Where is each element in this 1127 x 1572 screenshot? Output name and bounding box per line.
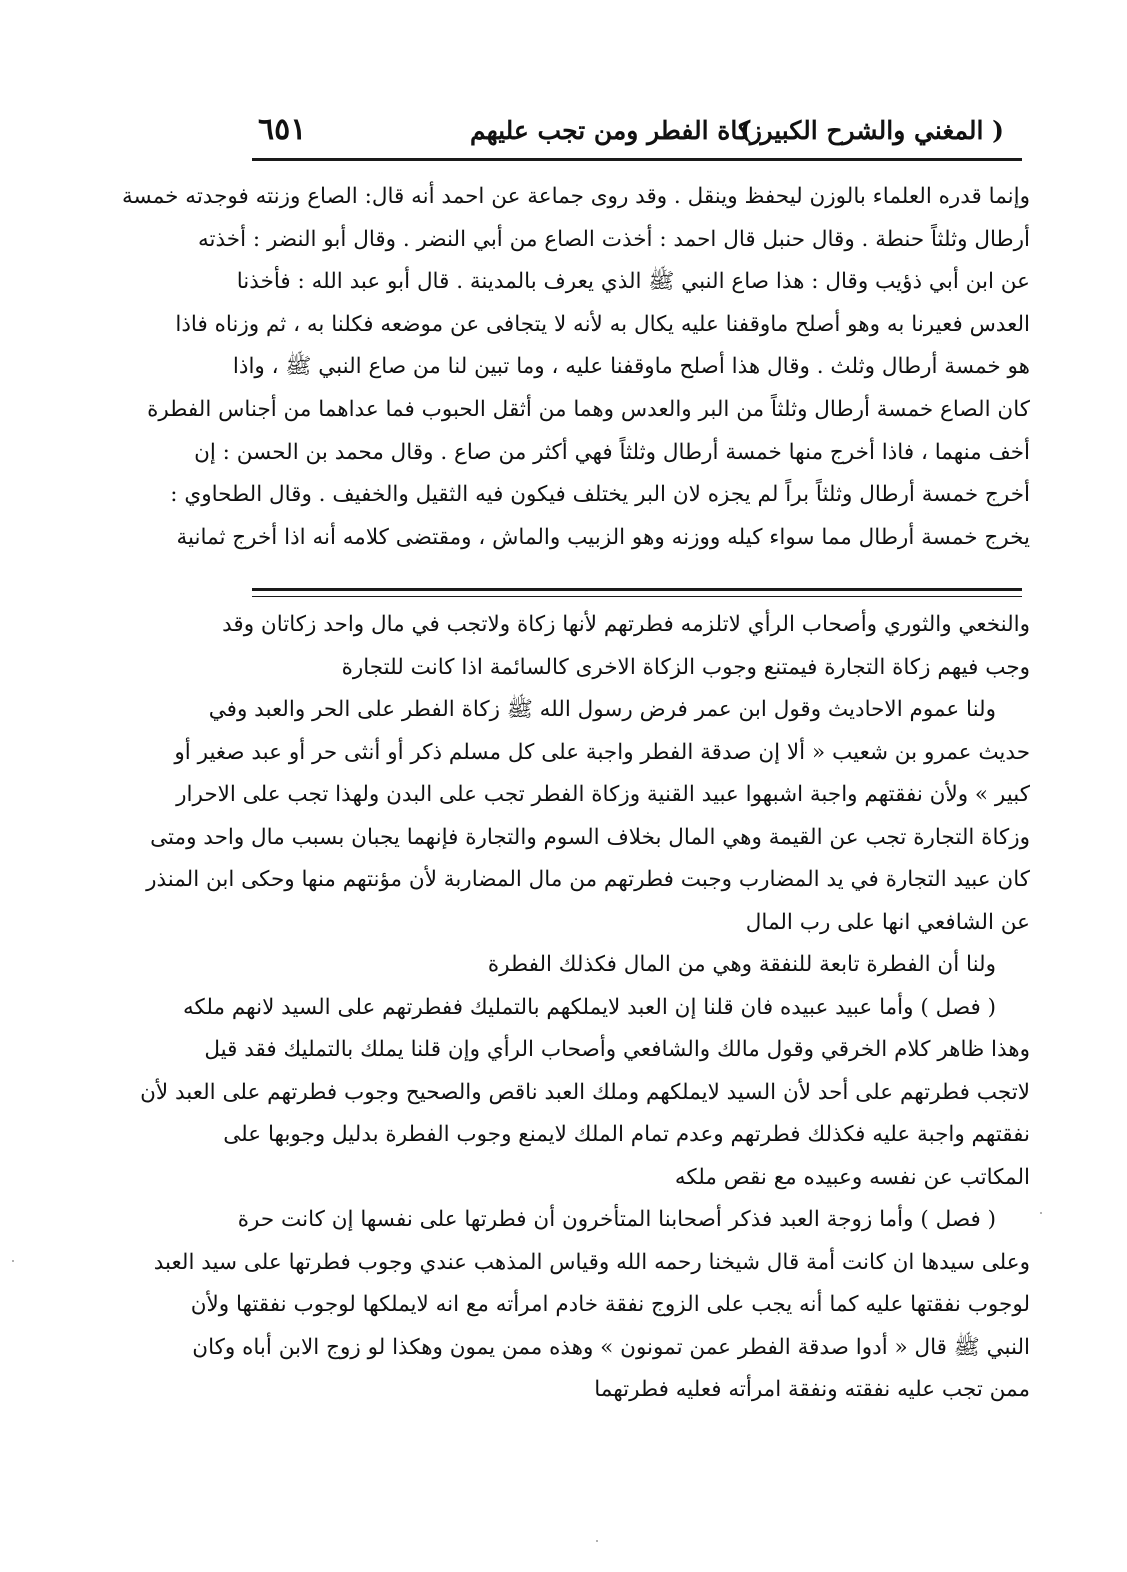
text-line: النبي ﷺ قال « أدوا صدقة الفطر عمن تمونون » وهذه ممن يمون وهكذا لو زوج الابن أباه وكان (192, 1334, 1030, 1360)
text-line: أخرج خمسة أرطال وثلثاً براً لم يجزه لان البر يختلف فيكون فيه الثقيل والخفيف . وقال الطحاوي : (170, 482, 1030, 508)
text-line: هو خمسة أرطال وثلث . وقال هذا أصلح ماوقفنا عليه ، وما تبين لنا من صاع النبي ﷺ ، واذا (232, 354, 1030, 380)
text-line: ( فصل ) وأما زوجة العبد فذكر أصحابنا المتأخرون أن فطرتها على نفسها إن كانت حرة (237, 1207, 996, 1232)
commentary-text (140, 604, 1030, 1412)
text-line: ولنا عموم الاحاديث وقول ابن عمر فرض رسول الله ﷺ زكاة الفطر على الحر والعبد وفي (208, 697, 996, 722)
section-divider (252, 588, 1022, 591)
text-line: وهذا ظاهر كلام الخرقي وقول مالك والشافعي وأصحاب الرأي وإن قلنا يملك بالتمليك فقد قيل (204, 1037, 1030, 1062)
page-number: ٦٥١ (258, 112, 307, 147)
scan-speck (12, 1260, 14, 1262)
text-line: حديث عمرو بن شعيب « ألا إن صدقة الفطر واجبة على كل مسلم ذكر أو أنثى حر أو عبد صغير أو (174, 739, 1030, 765)
text-line: كان الصاع خمسة أرطال وثلثاً من البر والعدس وهما من أثقل الحبوب فما عداهما من أجناس الفطرة (147, 396, 1030, 422)
header-rule (252, 158, 1022, 161)
text-line: ولنا أن الفطرة تابعة للنفقة وهي من المال فكذلك الفطرة (487, 952, 996, 977)
text-line: كان عبيد التجارة في يد المضارب وجبت فطرتهم من مال المضاربة لأن مؤنتهم منها وحكى ابن المنذر (146, 867, 1030, 892)
text-line: وزكاة التجارة تجب عن القيمة وهي المال بخلاف السوم والتجارة فإنهما يجبان بسبب مال واحد ومتى (150, 824, 1030, 850)
text-line: ممن تجب عليه نفقته ونفقة امرأته فعليه فطرتهما (594, 1377, 1030, 1402)
text-line: وجب فيهم زكاة التجارة فيمتنع وجوب الزكاة الاخرى كالسائمة اذا كانت للتجارة (341, 654, 1030, 680)
text-line: يخرج خمسة أرطال مما سواء كيله ووزنه وهو الزبيب والماش ، ومقتضى كلامه أنه اذا أخرج ثمانية (176, 524, 1030, 550)
text-line: لوجوب نفقتها عليه كما أنه يجب على الزوج نفقة خادم امرأته مع انه لايملكها لوجوب نفقتها ولأن (190, 1292, 1030, 1317)
book-title: ( المغني والشرح الكبير ) (739, 116, 1004, 145)
chapter-title: زكاة الفطر ومن تجب عليهم (469, 116, 762, 145)
text-line: المكاتب عن نفسه وعبيده مع نقص ملكه (674, 1164, 1030, 1190)
main-text (122, 176, 1030, 559)
text-line: عن ابن أبي ذؤيب وقال : هذا صاع النبي ﷺ الذي يعرف بالمدينة . قال أبو عبد الله : فأخذنا (236, 269, 1030, 295)
text-line: والنخعي والثوري وأصحاب الرأي لاتلزمه فطرتهم لأنها زكاة ولاتجب في مال واحد زكاتان وقد (222, 612, 1030, 637)
scan-speck (596, 1540, 598, 1542)
text-line: لاتجب فطرتهم على أحد لأن السيد لايملكهم وملك العبد ناقص والصحيح وجوب فطرتهم على العبد لأن (140, 1079, 1030, 1105)
running-header (252, 108, 1022, 158)
text-line: ( فصل ) وأما عبيد عبيده فان قلنا إن العبد لايملكهم بالتمليك ففطرتهم على السيد لانهم ملكه (183, 994, 996, 1020)
text-line: أرطال وثلثاً حنطة . وقال حنبل قال احمد : أخذت الصاع من أبي النضر . وقال أبو النضر : أخذته (197, 226, 1030, 252)
text-line: أخف منهما ، فاذا أخرج منها خمسة أرطال وثلثاً فهي أكثر من صاع . وقال محمد بن الحسن : إن (194, 439, 1030, 465)
text-line: كبير » ولأن نفقتهم واجبة اشبهوا عبيد القنية وزكاة الفطر تجب على البدن ولهذا تجب على الاحرار (176, 782, 1030, 807)
section-divider-thin (252, 596, 1022, 597)
text-line: وإنما قدره العلماء بالوزن ليحفظ وينقل . وقد روى جماعة عن احمد أنه قال: الصاع وزنته فوجدته خمسة (122, 184, 1030, 209)
text-line: عن الشافعي انها على رب المال (745, 909, 1030, 935)
text-line: وعلى سيدها ان كانت أمة قال شيخنا رحمه الله وقياس المذهب عندي وجوب فطرتها على سيد العبد (153, 1249, 1030, 1275)
scan-speck (1040, 1212, 1042, 1214)
text-line: نفقتهم واجبة عليه فكذلك فطرتهم وعدم تمام الملك لايمنع وجوب الفطرة بدليل وجوبها على (223, 1122, 1030, 1147)
text-line: العدس فعيرنا به وهو أصلح ماوقفنا عليه يكال به لأنه لا يتجافى عن موضعه فكلنا به ، ثم وزناه فاذا (175, 311, 1030, 337)
